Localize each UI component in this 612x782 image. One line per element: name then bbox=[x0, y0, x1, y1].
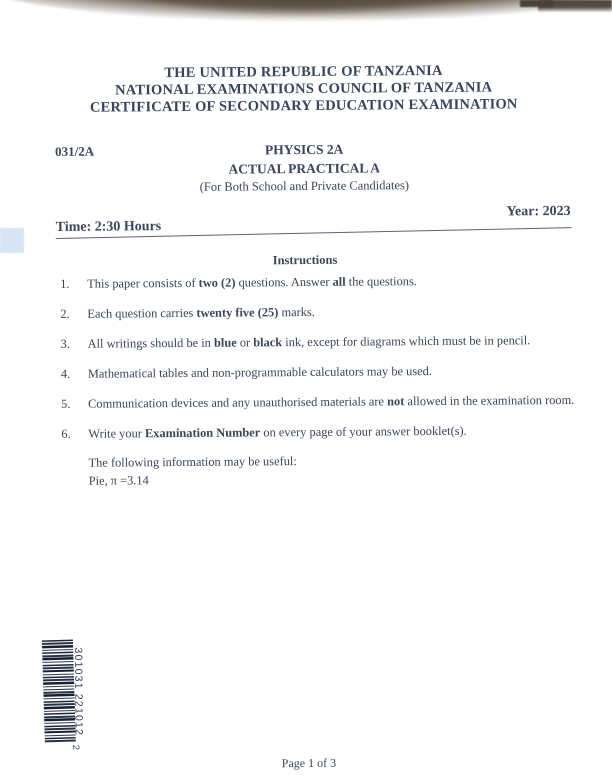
instruction-number: 1. bbox=[60, 276, 70, 291]
instruction-number: 2. bbox=[60, 306, 70, 321]
instruction-item bbox=[0, 272, 611, 294]
header-line-country: THE UNITED REPUBLIC OF TANZANIA bbox=[164, 62, 443, 82]
instruction-number: 6. bbox=[61, 426, 71, 441]
instruction-text: Mathematical tables and non-programmable calculators may be used. bbox=[87, 364, 432, 381]
barcode-number bbox=[70, 638, 87, 746]
paper-code: 031/2A bbox=[55, 143, 95, 159]
barcode-number-text: 301031 221012 bbox=[72, 647, 85, 737]
instruction-number: 5. bbox=[61, 396, 71, 411]
exam-year: Year: 2023 bbox=[506, 203, 571, 220]
instruction-number: 4. bbox=[60, 366, 71, 381]
paper-subject: PHYSICS 2A bbox=[264, 141, 344, 158]
page-number: Page 1 of 3 bbox=[281, 755, 337, 771]
useful-information-note bbox=[88, 452, 296, 490]
paper-type: ACTUAL PRACTICAL A bbox=[228, 160, 381, 177]
instruction-text: This paper consists of two (2) questions. Answer all the questions. bbox=[87, 274, 417, 291]
instruction-text: All writings should be in blue or black ink, except for diagrams which must be in pencil. bbox=[87, 333, 531, 351]
instruction-item bbox=[0, 392, 612, 414]
instruction-text: Write your Examination Number on every page of your answer booklet(s). bbox=[88, 423, 467, 441]
instruction-item bbox=[0, 302, 611, 324]
candidates-note: (For Both School and Private Candidates) bbox=[199, 178, 410, 194]
useful-information-intro: The following information may be useful: bbox=[88, 454, 297, 470]
barcode-checkdigit: 2 bbox=[69, 744, 81, 751]
header-line-exam: CERTIFICATE OF SECONDARY EDUCATION EXAMINATION bbox=[89, 96, 518, 116]
instruction-item bbox=[0, 362, 612, 384]
exam-duration: Time: 2:30 Hours bbox=[55, 219, 162, 235]
header-line-council: NATIONAL EXAMINATIONS COUNCIL OF TANZANIA bbox=[114, 79, 493, 99]
instructions-title: Instructions bbox=[272, 252, 338, 268]
useful-information-value: Pie, π =3.14 bbox=[88, 473, 149, 488]
instruction-item bbox=[0, 332, 612, 354]
instruction-item bbox=[0, 422, 612, 444]
instruction-text: Each question carries twenty five (25) marks. bbox=[87, 304, 315, 321]
instruction-text: Communication devices and any unauthorised materials are not allowed in the examination room. bbox=[88, 392, 575, 411]
instruction-number: 3. bbox=[60, 336, 70, 351]
instructions-list bbox=[0, 272, 612, 457]
